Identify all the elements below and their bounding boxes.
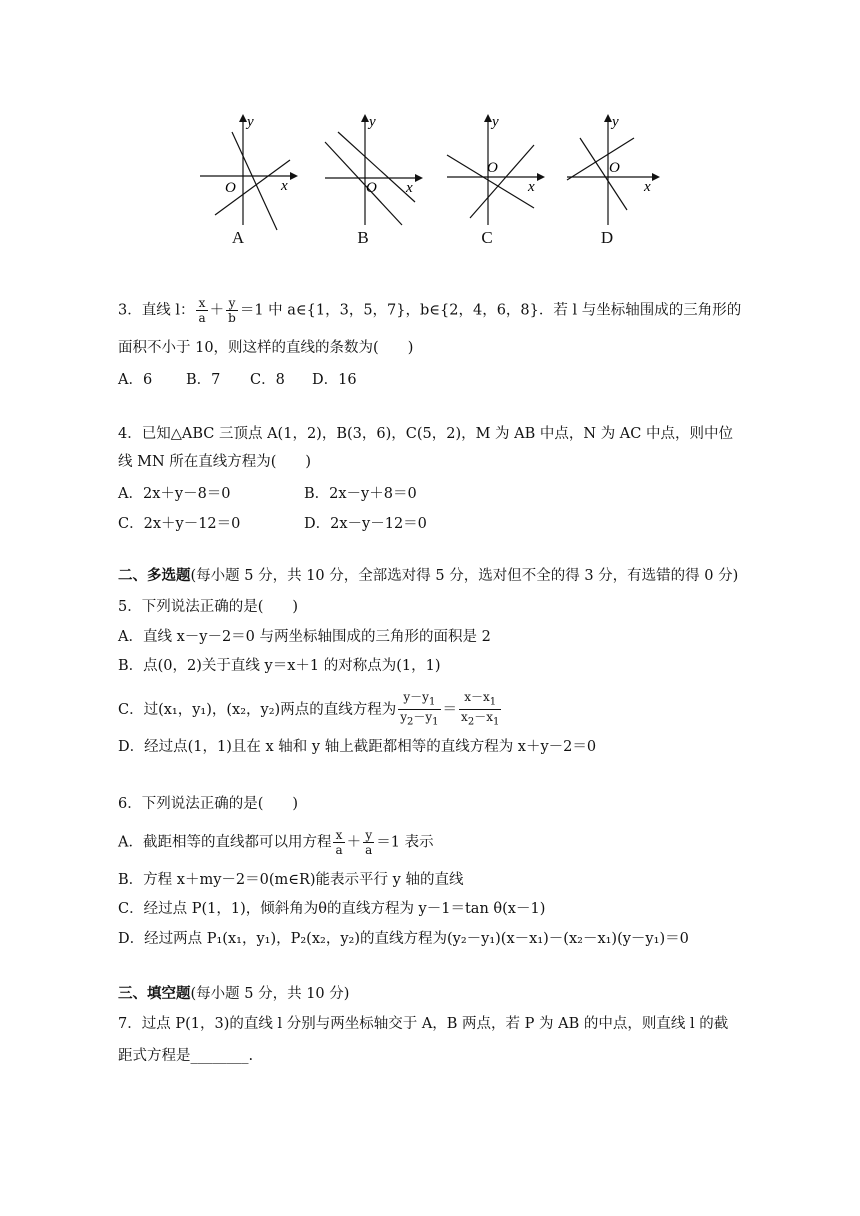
figure-c-graph (442, 110, 572, 250)
q6-option-a-suffix: ＝1 表示 (376, 834, 434, 851)
fraction-y-over-b: $\frac{y}{b}$ (228, 296, 236, 325)
q5-option-a: A．直线 x－y－2＝0 与两坐标轴围成的三角形的面积是 2 (118, 629, 491, 645)
figure-b-graph (320, 110, 450, 250)
y-axis-label: y (612, 114, 619, 130)
origin-label: O (487, 160, 498, 176)
q5-option-b: B．点(0，2)关于直线 y＝x＋1 的对称点为(1，1) (118, 658, 441, 674)
q3-line1: 3．直线 l： $\frac{x}{a}$ ＋ $\frac{y}{b}$ ＝1 中 a∈{1，3，5，7}，b∈{2，4，6，8}．若 l 与坐标轴围成的三角形的 (118, 296, 742, 325)
figure-a-graph (195, 110, 325, 250)
origin-label: O (609, 160, 620, 176)
y-axis-label: y (247, 114, 254, 130)
section-2-rule: (每小题 5 分，共 10 分，全部选对得 5 分，选对但不全的得 3 分，有选错的得 0 分) (190, 568, 739, 584)
origin-label: O (366, 180, 377, 196)
figure-b-label: B (357, 228, 369, 247)
q3-option-c: C．8 (250, 372, 285, 388)
section-3-heading (118, 984, 349, 1004)
q4-option-a: A．2x＋y－8＝0 (118, 486, 231, 502)
q3-line2: 面积不小于 10，则这样的直线的条数为( ) (118, 340, 414, 356)
figure-a-label: A (231, 228, 245, 247)
y-axis-label: y (492, 114, 499, 130)
fraction-x-over-a: $\frac{x}{a}$ (198, 296, 206, 325)
q6-stem: 6．下列说法正确的是( ) (118, 796, 299, 812)
x-axis-label: x (406, 180, 413, 196)
figure-b (320, 110, 450, 250)
q6-option-d: D．经过两点 P₁(x₁，y₁)，P₂(x₂，y₂)的直线方程为(y₂－y₁)(x－x₁)－(x₂－x₁)(y－y₁)＝0 (118, 931, 689, 947)
q3-option-d: D．16 (312, 372, 357, 388)
figure-a (195, 110, 325, 250)
x-axis-label: x (644, 179, 651, 195)
q7-line1: 7．过点 P(1，3)的直线 l 分别与两坐标轴交于 A，B 两点，若 P 为 AB 的中点，则直线 l 的截 (118, 1016, 729, 1032)
q7-line2: 距式方程是________. (118, 1048, 254, 1064)
q3-option-a: A．6 (118, 372, 153, 388)
x-axis-label: x (528, 179, 535, 195)
figure-c (442, 110, 572, 250)
figure-c-label: C (481, 228, 493, 247)
fraction-x-over-a: $\frac{x}{a}$ (335, 828, 343, 857)
section-2-heading (118, 566, 738, 586)
fraction-y-over-a: $\frac{y}{a}$ (365, 828, 373, 857)
origin-label: O (225, 180, 236, 196)
q5-option-d: D．经过点(1，1)且在 x 轴和 y 轴上截距都相等的直线方程为 x＋y－2＝0 (118, 739, 597, 755)
q4-option-c: C．2x＋y－12＝0 (118, 516, 241, 532)
figure-d-graph (562, 110, 692, 250)
q4-option-d: D．2x－y－12＝0 (304, 516, 427, 532)
x-axis-label: x (281, 178, 288, 194)
section-2-title: 二、多选题 (118, 567, 191, 584)
q6-option-a-prefix: A．截距相等的直线都可以用方程 (118, 834, 332, 851)
q3-prefix: 3．直线 l： (118, 302, 195, 319)
y-axis-label: y (369, 114, 376, 130)
q4-option-b: B．2x－y＋8＝0 (304, 486, 417, 502)
figure-row (0, 0, 860, 260)
q4-line2: 线 MN 所在直线方程为( ) (118, 454, 312, 470)
section-3-rule: (每小题 5 分，共 10 分) (190, 986, 350, 1002)
fraction-y-diff: $\frac{y-y_1}{y_2-y_1}$ (400, 690, 439, 728)
q6-option-a: A．截距相等的直线都可以用方程 $\frac{x}{a}$ ＋ $\frac{y}{a}$ ＝1 表示 (118, 828, 434, 857)
q6-option-c: C．经过点 P(1，1)，倾斜角为θ的直线方程为 y－1＝tan θ(x－1) (118, 901, 546, 917)
q4-line1: 4．已知△ABC 三顶点 A(1，2)，B(3，6)，C(5，2)，M 为 AB 中点，N 为 AC 中点，则中位 (118, 426, 733, 442)
q5-option-c: C．过(x₁，y₁)，(x₂，y₂)两点的直线方程为 $\frac{y-y_1}{y_2-y_1}$ ＝ $\frac{x-x_1}{x_2-x_1}$ (118, 690, 500, 728)
section-3-title: 三、填空题 (118, 985, 191, 1002)
figure-d (562, 110, 692, 250)
q5-stem: 5．下列说法正确的是( ) (118, 599, 299, 615)
fraction-x-diff: $\frac{x-x_1}{x_2-x_1}$ (461, 690, 500, 728)
q3-option-b: B．7 (186, 372, 221, 388)
q6-option-b: B．方程 x＋my－2＝0(m∈R)能表示平行 y 轴的直线 (118, 872, 464, 888)
figure-d-label: D (600, 228, 614, 247)
q3-mid: ＝1 中 a∈{1，3，5，7}，b∈{2，4，6，8}．若 l 与坐标轴围成的三角形的 (239, 302, 742, 319)
q5-option-c-prefix: C．过(x₁，y₁)，(x₂，y₂)两点的直线方程为 (118, 701, 397, 718)
